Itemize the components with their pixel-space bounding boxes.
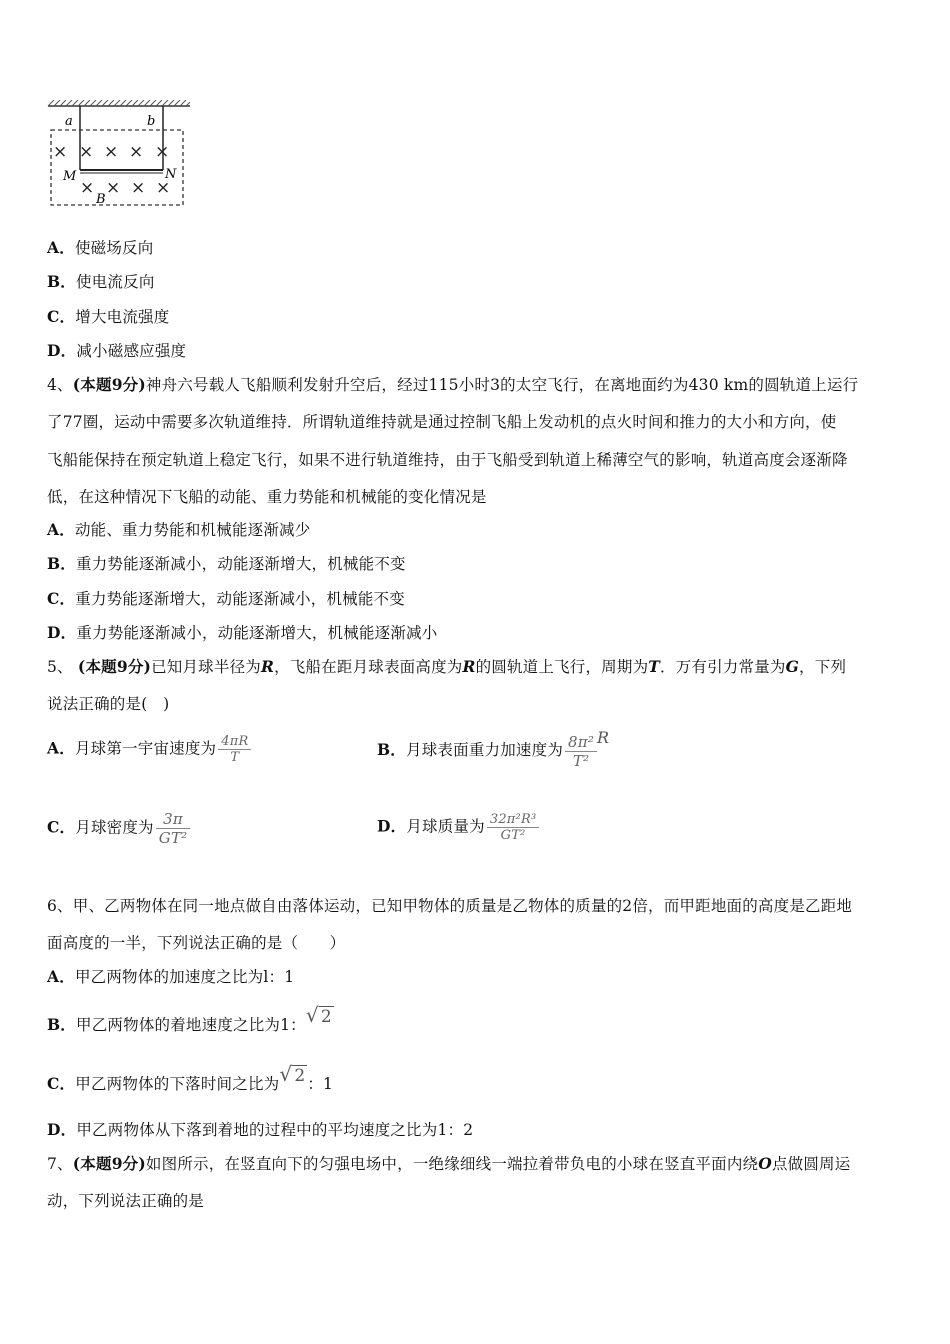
q5-stem-line-1	[47, 655, 846, 677]
question-text: ．万有引力常量为	[660, 658, 786, 676]
magnetic-field-figure	[45, 100, 195, 212]
sqrt-symbol: √ 2	[279, 1062, 306, 1086]
option-text: 使电流反向	[76, 273, 155, 291]
var-o: O	[758, 1154, 772, 1173]
option-text: 月球质量为	[406, 817, 485, 836]
q6-option-a	[47, 965, 294, 987]
option-label: B．	[47, 272, 77, 291]
q4-stem-line-1	[47, 373, 858, 395]
q7-stem-line-1	[47, 1152, 850, 1174]
option-text: 重力势能逐渐增大，动能逐渐减小，机械能不变	[75, 590, 405, 608]
q5-option-c	[47, 810, 190, 847]
option-label: C．	[47, 817, 76, 837]
option-text: 重力势能逐渐减小，动能逐渐增大，机械能逐渐减小	[76, 624, 438, 642]
option-text: 月球表面重力加速度为	[406, 741, 564, 759]
field-cross-icon: ×	[131, 178, 146, 198]
field-cross-icon: ×	[156, 178, 171, 198]
question-number: 4、	[47, 376, 73, 394]
option-text: 月球密度为	[75, 818, 154, 837]
field-cross-icon: ×	[104, 142, 119, 162]
fraction-numerator: 8π²	[568, 732, 595, 751]
question-text: 如图所示，在竖直向下的匀强电场中，一绝缘细线一端拉着带负电的小球在竖直平面内绕	[145, 1155, 759, 1173]
option-label: A．	[47, 520, 75, 539]
q6-option-b	[47, 1003, 334, 1035]
option-label: C．	[47, 1074, 76, 1093]
label-a: a	[65, 114, 73, 129]
option-label: A．	[47, 238, 75, 257]
question-text: 神舟六号载人飞船顺利发射升空后，经过115小时3的太空飞行，在离地面约为430 km的圆轨道上运行	[145, 376, 859, 394]
fraction-numerator: 4πR	[221, 734, 249, 749]
label-m: M	[63, 169, 77, 184]
q6-stem-line-1	[47, 894, 852, 916]
q3-option-c	[47, 305, 169, 327]
question-text: 点做圆周运	[771, 1155, 851, 1173]
option-label: D．	[47, 623, 77, 642]
q4-option-c	[47, 587, 405, 609]
question-text: 甲、乙两物体在同一地点做自由落体运动，已知甲物体的质量是乙物体的质量的2倍，而甲距地面的高度是乙距地	[72, 897, 853, 915]
question-text: 已知月球半径为	[151, 658, 261, 676]
option-label: B．	[47, 554, 77, 573]
question-score: (本题9分)	[72, 375, 146, 394]
option-text: 增大电流强度	[75, 308, 170, 326]
q4-option-b	[47, 552, 406, 574]
option-text: 月球第一宇宙速度为	[74, 739, 217, 758]
option-label: A．	[47, 967, 75, 986]
option-label: B．	[377, 740, 407, 759]
label-field-b: B	[96, 192, 106, 207]
q4-option-d	[47, 621, 437, 643]
question-number: 7、	[47, 1155, 73, 1173]
q5-option-d	[377, 812, 539, 843]
label-b: b	[147, 114, 156, 129]
formula-fraction	[156, 810, 191, 847]
q6-option-c	[47, 1062, 333, 1094]
question-text: ，下列	[799, 658, 847, 676]
label-n: N	[165, 167, 177, 182]
question-number: 5、	[47, 658, 73, 676]
option-label: A．	[47, 738, 75, 758]
option-text: 甲乙两物体的下落时间之比为	[75, 1075, 280, 1093]
q4-stem-line-3: 飞船能保持在预定轨道上稳定飞行，如果不进行轨道维持，由于飞船受到轨道上稀薄空气的影响，轨道高度会逐渐降	[47, 451, 848, 469]
fraction-denominator: T²	[572, 751, 590, 770]
formula-tail: R	[597, 728, 610, 747]
option-label: C．	[47, 589, 76, 608]
option-text: 使磁场反向	[74, 239, 154, 257]
option-text: 甲乙两物体的着地速度之比为1：	[76, 1016, 306, 1034]
var-r: R	[462, 657, 476, 676]
option-text: 甲乙两物体的加速度之比为l：1	[74, 968, 295, 986]
formula-fraction	[487, 812, 540, 843]
field-cross-icon: ×	[53, 142, 68, 162]
option-text-tail: ：1	[307, 1075, 334, 1093]
field-cross-icon: ×	[129, 142, 144, 162]
fraction-denominator: T	[230, 750, 240, 765]
formula-fraction	[565, 733, 597, 770]
q3-option-b	[47, 270, 155, 292]
q3-option-a	[47, 236, 153, 258]
option-text: 重力势能逐渐减小，动能逐渐增大，机械能不变	[76, 555, 406, 573]
formula-fraction	[218, 734, 251, 765]
option-label: D．	[47, 341, 77, 360]
q4-stem-line-2: 了77圈，运动中需要多次轨道维持．所谓轨道维持就是通过控制飞船上发动机的点火时间和推力的大小和方向，使	[47, 413, 837, 431]
question-number: 6、	[47, 897, 73, 915]
q5-option-a	[47, 734, 251, 765]
q5-option-b	[377, 728, 609, 770]
field-cross-icon: ×	[155, 142, 170, 162]
q6-option-d	[47, 1118, 473, 1140]
q6-stem-line-2: 面高度的一半，下列说法正确的是（ ）	[47, 934, 346, 952]
question-score: (本题9分)	[72, 1154, 146, 1173]
option-text: 甲乙两物体从下落到着地的过程中的平均速度之比为1：2	[76, 1121, 474, 1139]
sqrt-radicand: 2	[294, 1066, 306, 1086]
field-cross-icon: ×	[79, 142, 94, 162]
q3-option-d	[47, 339, 186, 361]
question-text: 的圆轨道上飞行，周期为	[475, 658, 649, 676]
var-t: T	[648, 657, 660, 676]
fraction-numerator: 3π	[163, 810, 183, 828]
fraction-numerator: 32π²R³	[489, 812, 537, 827]
option-label: B．	[47, 1015, 77, 1034]
var-r: R	[260, 657, 275, 676]
sqrt-radicand: 2	[320, 1007, 332, 1027]
option-text: 减小磁感应强度	[76, 342, 187, 360]
q4-option-a	[47, 518, 310, 540]
option-label: D．	[47, 1120, 77, 1139]
field-cross-icon: ×	[106, 178, 121, 198]
var-g: G	[785, 657, 800, 676]
q7-stem-line-2: 动，下列说法正确的是	[47, 1192, 205, 1210]
sqrt-symbol: √ 2	[305, 1003, 332, 1027]
field-cross-icon: ×	[80, 178, 95, 198]
option-label: D．	[377, 816, 407, 836]
question-text: ，飞船在距月球表面高度为	[274, 658, 463, 676]
option-text: 动能、重力势能和机械能逐渐减少	[74, 521, 311, 539]
q4-stem-line-4: 低，在这种情况下飞船的动能、重力势能和机械能的变化情况是	[47, 488, 487, 506]
q5-stem-line-2: 说法正确的是( )	[47, 695, 170, 713]
question-score: (本题9分)	[77, 657, 152, 676]
option-label: C．	[47, 307, 76, 326]
fraction-denominator: GT²	[500, 828, 526, 843]
fraction-denominator: GT²	[158, 829, 188, 847]
